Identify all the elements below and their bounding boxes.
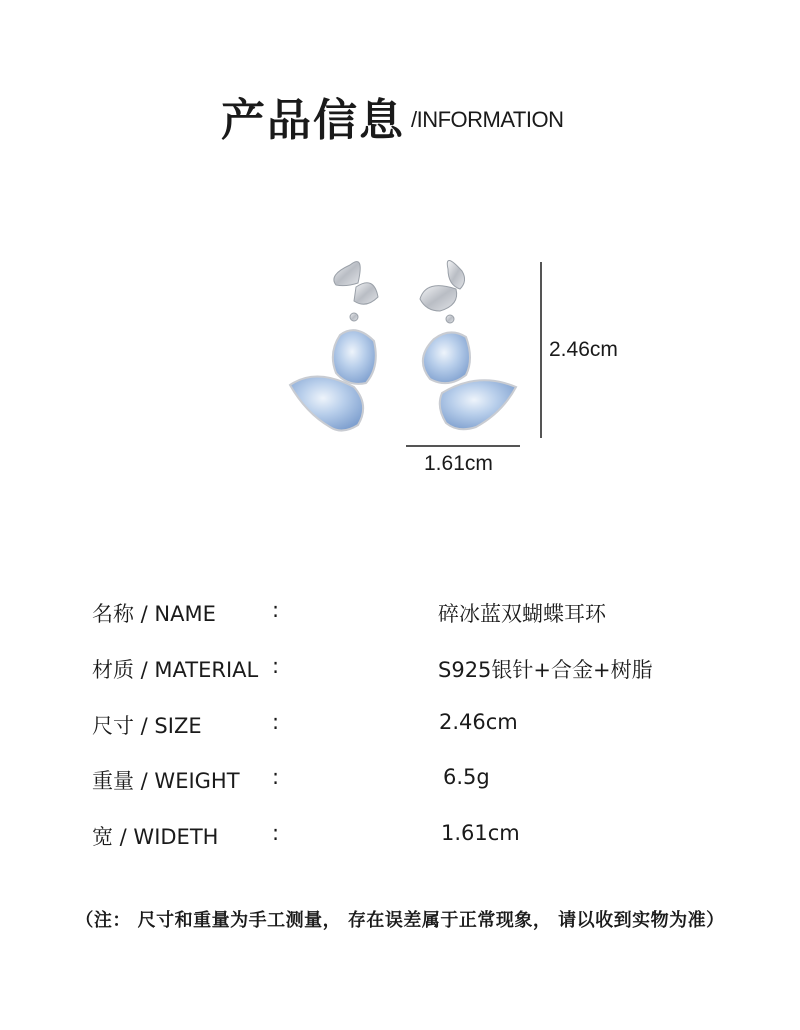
right-earring [420,260,516,429]
spec-row-size [0,710,800,744]
left-earring [290,262,378,431]
butterfly-earrings-image [270,255,560,455]
spec-label: 材质 / MATERIAL [92,658,259,682]
spec-value: 1.61cm [441,821,520,845]
spec-label: 重量 / WEIGHT [92,769,240,793]
spec-value: 碎冰蓝双蝴蝶耳环 [438,602,606,626]
spec-colon: : [272,654,280,678]
spec-colon: : [272,821,280,845]
measurement-note: （注： 尺寸和重量为手工测量， 存在误差属于正常现象， 请以收到实物为准） [75,910,725,931]
spec-colon: : [272,710,280,734]
spec-value: S925银针+合金+树脂 [438,658,653,682]
height-dimension-line [540,262,542,438]
spec-label: 名称 / NAME [92,602,216,626]
page-title: 产品信息 [221,95,405,146]
page-subtitle: /INFORMATION [411,107,564,132]
width-dimension-label: 1.61cm [424,452,493,475]
spec-row-width [0,821,800,855]
spec-colon: : [272,765,280,789]
spec-label: 尺寸 / SIZE [92,714,202,738]
spec-label: 宽 / WIDETH [92,825,219,849]
spec-value: 2.46cm [439,710,518,734]
spec-colon: : [272,598,280,622]
spec-row-weight [0,765,800,799]
spec-value: 6.5g [443,765,490,789]
spec-row-material [0,654,800,688]
width-dimension-line [406,445,520,447]
spec-row-name [0,598,800,632]
height-dimension-label: 2.46cm [549,338,618,361]
